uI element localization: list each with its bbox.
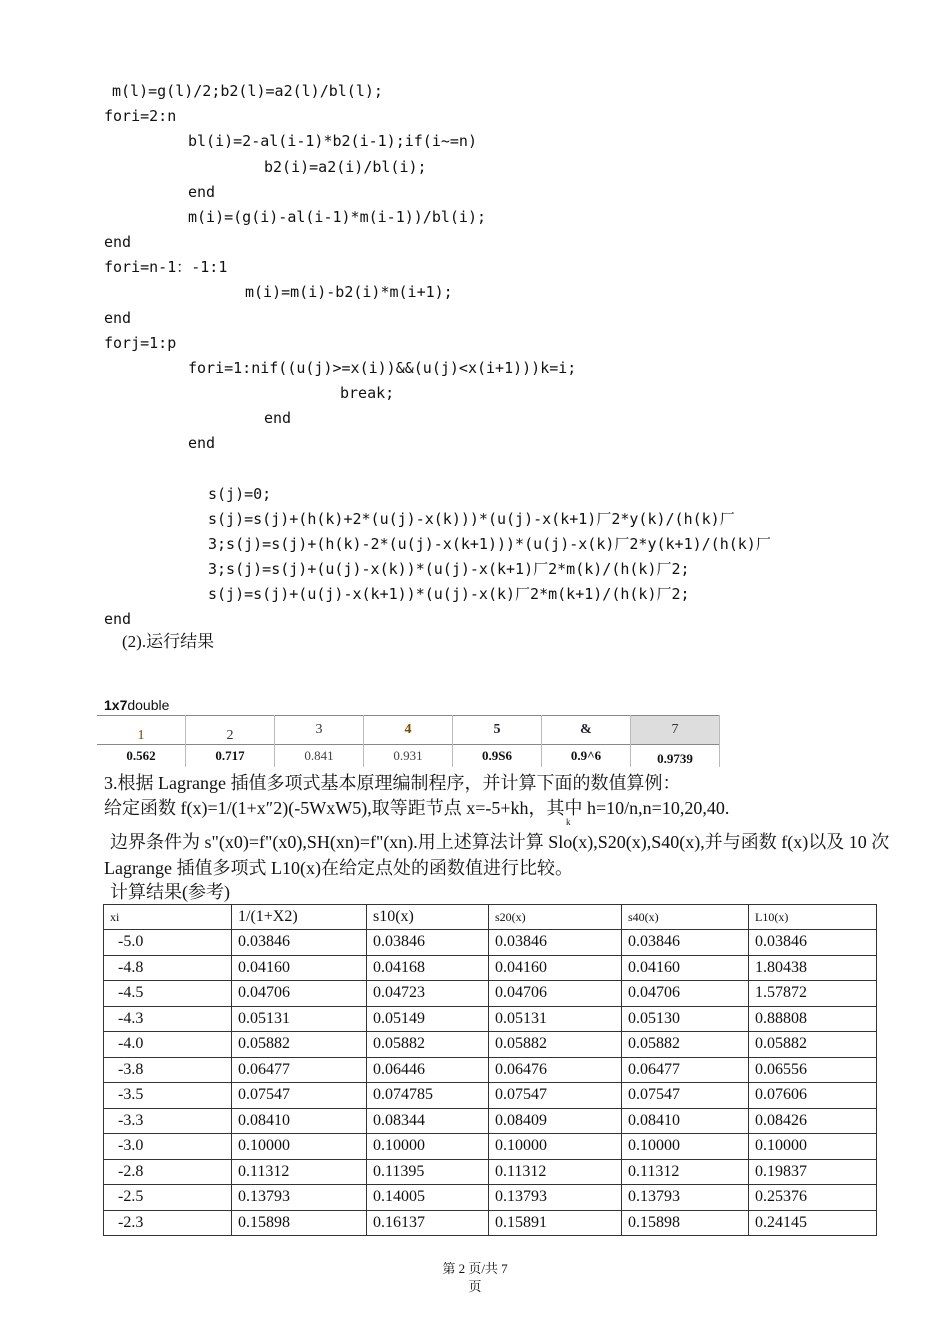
code-line: fori=1:nif((u(j)>=x(i))&&(u(j)<x(i+1)))k=i;	[188, 359, 577, 377]
table-cell: 0.03846	[367, 930, 489, 956]
table-row	[104, 1159, 877, 1185]
table-cell: 1.80438	[749, 955, 877, 981]
viewer-cell[interactable]: 0.931	[364, 745, 453, 768]
viewer-col-header[interactable]: 2	[186, 716, 275, 745]
table-cell: 0.13793	[489, 1185, 622, 1211]
viewer-cell[interactable]: 0.9S6	[453, 745, 542, 768]
code-line: end	[264, 409, 292, 427]
table-cell: 0.04723	[367, 981, 489, 1007]
table-cell: 0.11312	[489, 1159, 622, 1185]
table-cell: 0.07547	[622, 1083, 749, 1109]
table-cell: 0.05131	[232, 1006, 367, 1032]
table-cell: 0.07547	[232, 1083, 367, 1109]
table-cell: 0.06556	[749, 1057, 877, 1083]
table-row	[104, 1057, 877, 1083]
viewer-cell[interactable]: 0.841	[275, 745, 364, 768]
col-header-s20: s20(x)	[489, 905, 622, 930]
col-header-s10: s10(x)	[367, 905, 489, 930]
table-row	[104, 1032, 877, 1058]
code-line: b2(i)=a2(i)/bl(i);	[264, 158, 427, 176]
table-cell: 0.11312	[232, 1159, 367, 1185]
col-header-s40: s40(x)	[622, 905, 749, 930]
table-cell: 0.05130	[622, 1006, 749, 1032]
table-cell: 0.15891	[489, 1210, 622, 1236]
viewer-col-header[interactable]: 4	[364, 716, 453, 745]
table-cell: -3.8	[104, 1057, 232, 1083]
table-cell: -4.5	[104, 981, 232, 1007]
table-cell: 0.05882	[367, 1032, 489, 1058]
viewer-col-header[interactable]: 5	[453, 716, 542, 745]
table-row	[104, 1083, 877, 1109]
table-cell: 0.13793	[232, 1185, 367, 1211]
code-line: end	[104, 309, 132, 327]
code-line: m(l)=g(l)/2;b2(l)=a2(l)/bl(l);	[112, 82, 383, 100]
table-cell: 0.24145	[749, 1210, 877, 1236]
table-row	[104, 955, 877, 981]
table-cell: 0.04706	[232, 981, 367, 1007]
table-cell: 0.05149	[367, 1006, 489, 1032]
code-line: 3;s(j)=s(j)+(u(j)-x(k))*(u(j)-x(k+1)厂2*m(k)/(h(k)厂2;	[208, 560, 690, 578]
table-cell: -5.0	[104, 930, 232, 956]
table-cell: 0.03846	[232, 930, 367, 956]
table-cell: 0.11395	[367, 1159, 489, 1185]
viewer-title	[104, 697, 169, 713]
table-cell: -2.5	[104, 1185, 232, 1211]
table-cell: -2.8	[104, 1159, 232, 1185]
table-cell: 0.15898	[232, 1210, 367, 1236]
code-line: end	[188, 183, 216, 201]
table-cell: 0.25376	[749, 1185, 877, 1211]
table-cell: 0.05131	[489, 1006, 622, 1032]
code-line: m(i)=(g(i)-al(i-1)*m(i-1))/bl(i);	[188, 208, 487, 226]
table-cell: 0.05882	[489, 1032, 622, 1058]
viewer-cell[interactable]: 0.9739	[631, 745, 720, 768]
table-cell: 0.08410	[622, 1108, 749, 1134]
code-line: forj=1:p	[104, 334, 177, 352]
table-cell: -4.0	[104, 1032, 232, 1058]
table-cell: 0.05882	[232, 1032, 367, 1058]
table-cell: -4.8	[104, 955, 232, 981]
table-cell: 0.07547	[489, 1083, 622, 1109]
table-cell: -3.5	[104, 1083, 232, 1109]
viewer-cell[interactable]: 0.562	[97, 745, 186, 768]
table-cell: 0.04160	[489, 955, 622, 981]
table-cell: 0.03846	[749, 930, 877, 956]
table-cell: -4.3	[104, 1006, 232, 1032]
table-cell: 0.88808	[749, 1006, 877, 1032]
table-cell: 0.04706	[489, 981, 622, 1007]
code-line: s(j)=s(j)+(u(j)-x(k+1))*(u(j)-x(k)厂2*m(k+1)/(h(k)厂2;	[208, 585, 690, 603]
table-row	[104, 1185, 877, 1211]
section3-boundary: 边界条件为 s"(x0)=f"(x0),SH(xn)=f"(xn).用上述算法计算 Slo(x),S20(x),S40(x),并与函数 f(x)以及 10 次	[110, 832, 890, 852]
viewer-type: double	[127, 697, 170, 713]
code-line: end	[104, 233, 132, 251]
code-line: break;	[340, 384, 395, 402]
table-cell: 0.13793	[622, 1185, 749, 1211]
code-line: 3;s(j)=s(j)+(h(k)-2*(u(j)-x(k+1)))*(u(j)-x(k)厂2*y(k+1)/(h(k)厂	[208, 535, 771, 553]
table-cell: 0.06477	[232, 1057, 367, 1083]
table-cell: 0.07606	[749, 1083, 877, 1109]
code-line: bl(i)=2-al(i-1)*b2(i-1);if(i~=n)	[188, 132, 477, 150]
viewer-cell[interactable]: 0.9^6	[542, 745, 631, 768]
page-number-cont: 页	[468, 1279, 482, 1294]
viewer-col-header[interactable]: 1	[97, 716, 186, 745]
code-line: end	[188, 434, 216, 452]
table-cell: 0.06476	[489, 1057, 622, 1083]
viewer-value-row	[97, 745, 720, 768]
table-cell: 0.04160	[232, 955, 367, 981]
table-cell: 0.14005	[367, 1185, 489, 1211]
results-header-row	[104, 905, 877, 930]
table-cell: 1.57872	[749, 981, 877, 1007]
table-cell: 0.08409	[489, 1108, 622, 1134]
table-cell: 0.06477	[622, 1057, 749, 1083]
table-cell: 0.08426	[749, 1108, 877, 1134]
col-header-f: 1/(1+X2)	[232, 905, 367, 930]
code-line: s(j)=s(j)+(h(k)+2*(u(j)-x(k)))*(u(j)-x(k+1)厂2*y(k)/(h(k)厂	[208, 510, 735, 528]
table-cell: 0.10000	[622, 1134, 749, 1160]
table-cell: 0.05882	[622, 1032, 749, 1058]
section3-heading: 3.根据 Lagrange 插值多项式基本原理编制程序，并计算下面的数值算例：	[104, 773, 681, 793]
code-line: fori=2:n	[104, 107, 177, 125]
table-cell: 0.10000	[749, 1134, 877, 1160]
code-line: m(i)=m(i)-b2(i)*m(i+1);	[245, 283, 453, 301]
table-row	[104, 1134, 877, 1160]
section3-given: 给定函数 f(x)=1/(1+x″2)(-5WxW5),取等距节点 x=-5+kh，其中 h=10/n,n=10,20,40.	[104, 798, 730, 818]
table-cell: 0.19837	[749, 1159, 877, 1185]
viewer-size: 1x7	[104, 697, 128, 713]
table-row	[104, 1210, 877, 1236]
results-body	[104, 930, 877, 1236]
subscript-k: k	[566, 817, 571, 827]
table-cell: 0.04160	[622, 955, 749, 981]
table-cell: 0.05882	[749, 1032, 877, 1058]
table-cell: 0.03846	[489, 930, 622, 956]
section-run-heading: (2).运行结果	[122, 632, 215, 651]
table-cell: 0.074785	[367, 1083, 489, 1109]
table-row	[104, 1108, 877, 1134]
table-cell: -2.3	[104, 1210, 232, 1236]
viewer-col-header[interactable]: 3	[275, 716, 364, 745]
viewer-cell[interactable]: 0.717	[186, 745, 275, 768]
table-cell: -3.3	[104, 1108, 232, 1134]
table-cell: 0.04168	[367, 955, 489, 981]
table-cell: 0.06446	[367, 1057, 489, 1083]
variable-viewer-table	[97, 715, 720, 767]
col-header-l10: L10(x)	[749, 905, 877, 930]
table-cell: 0.10000	[489, 1134, 622, 1160]
viewer-col-header[interactable]: &	[542, 716, 631, 745]
code-line: fori=n-1：-1:1	[104, 258, 228, 276]
code-line: end	[104, 610, 132, 628]
table-cell: 0.08344	[367, 1108, 489, 1134]
viewer-col-header[interactable]: 7	[631, 716, 720, 745]
code-line: s(j)=0;	[208, 485, 272, 503]
table-row	[104, 981, 877, 1007]
table-cell: 0.10000	[367, 1134, 489, 1160]
table-cell: 0.03846	[622, 930, 749, 956]
table-cell: 0.04706	[622, 981, 749, 1007]
table-cell: -3.0	[104, 1134, 232, 1160]
results-table	[103, 904, 877, 1236]
section3-compare: Lagrange 插值多项式 L10(x)在给定点处的函数值进行比较。	[104, 858, 573, 878]
viewer-header-row	[97, 716, 720, 745]
table-cell: 0.08410	[232, 1108, 367, 1134]
table-cell: 0.15898	[622, 1210, 749, 1236]
table-cell: 0.16137	[367, 1210, 489, 1236]
table-cell: 0.10000	[232, 1134, 367, 1160]
col-header-xi: xi	[104, 905, 232, 930]
table-cell: 0.11312	[622, 1159, 749, 1185]
table-row	[104, 930, 877, 956]
table-row	[104, 1006, 877, 1032]
results-title: 计算结果(参考)	[110, 882, 230, 902]
page-number: 第 2 页/共 7	[442, 1261, 508, 1276]
